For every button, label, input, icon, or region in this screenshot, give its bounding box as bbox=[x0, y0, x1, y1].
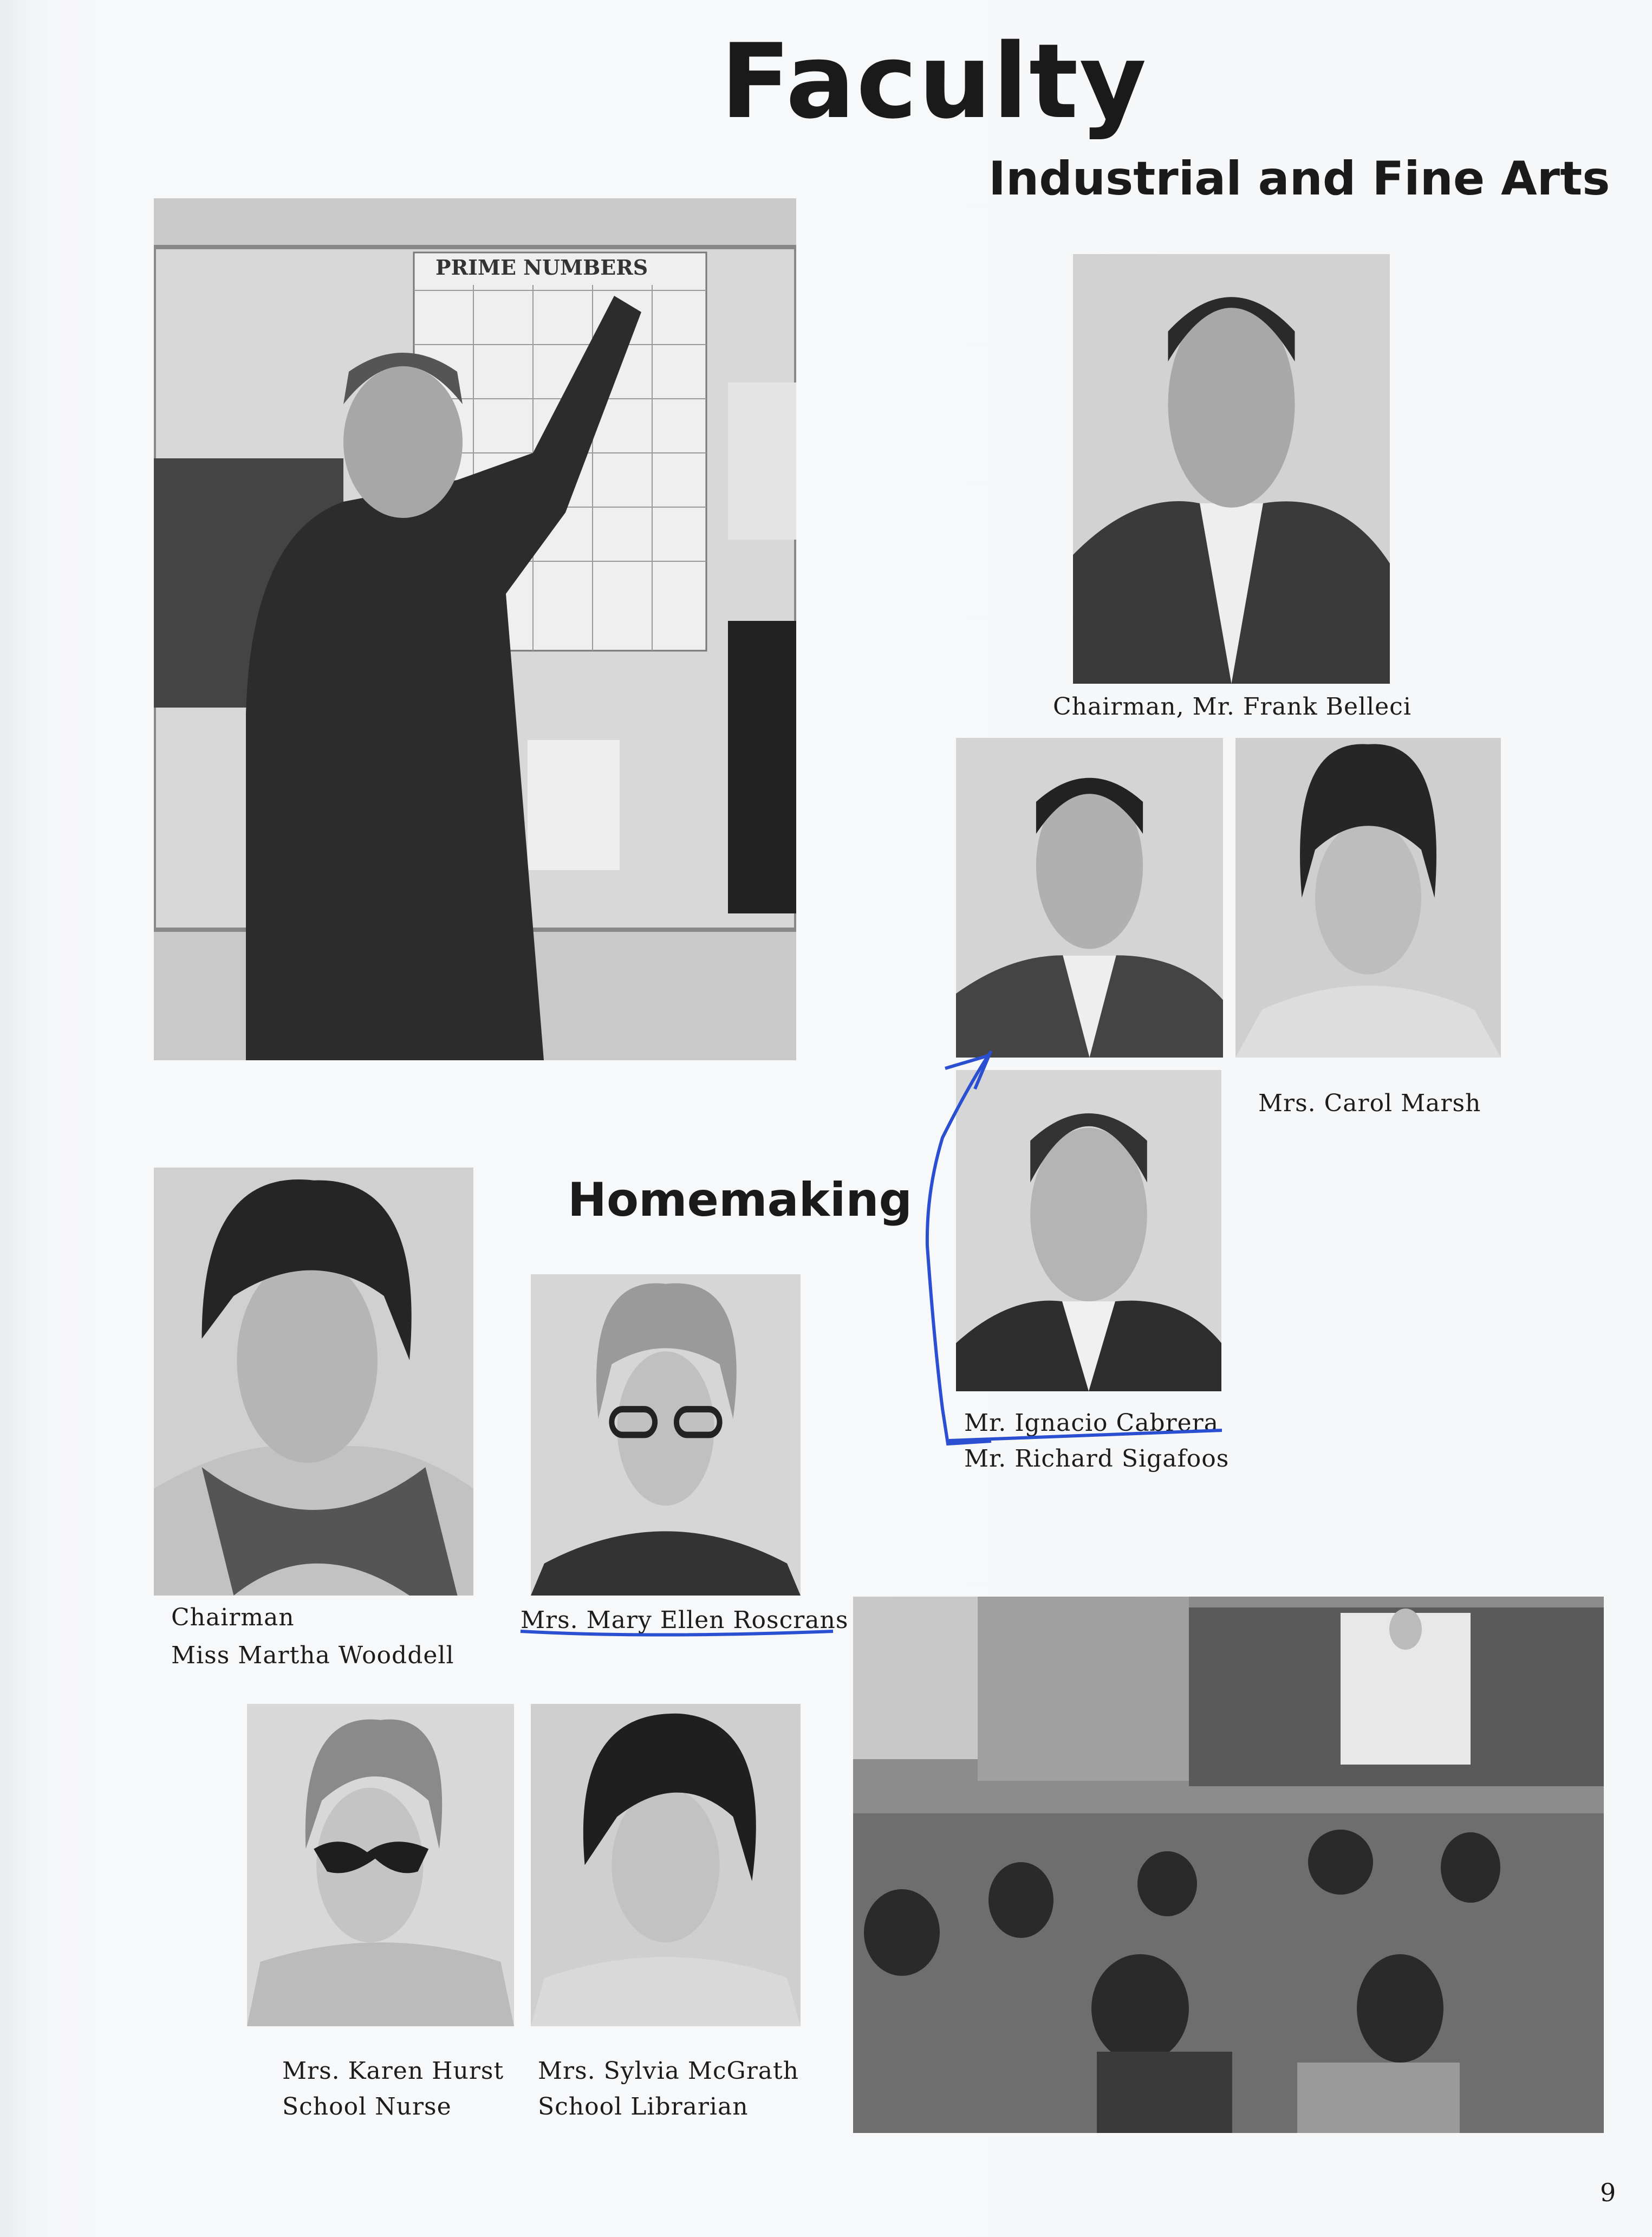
portrait-frank-belleci bbox=[1073, 254, 1390, 684]
caption-karen-hurst-name: Mrs. Karen Hurst bbox=[282, 2057, 504, 2085]
classroom-photo bbox=[853, 1597, 1604, 2133]
portrait-carol-marsh bbox=[1235, 738, 1501, 1058]
portrait-sylvia-mcgrath bbox=[531, 1704, 801, 2026]
portrait-karen-hurst bbox=[247, 1704, 514, 2026]
page-number: 9 bbox=[1600, 2178, 1616, 2207]
portrait-mary-ellen-roscrans bbox=[531, 1274, 801, 1596]
caption-sylvia-mcgrath-role: School Librarian bbox=[538, 2093, 749, 2121]
caption-ignacio-cabrera: Mr. Ignacio Cabrera bbox=[964, 1409, 1219, 1437]
portrait-ignacio-cabrera bbox=[956, 1070, 1221, 1391]
teacher-prime-numbers-photo bbox=[154, 198, 796, 1060]
caption-karen-hurst-role: School Nurse bbox=[282, 2093, 452, 2121]
caption-wooddell-role: Chairman bbox=[171, 1604, 295, 1631]
portrait-martha-wooddell bbox=[154, 1168, 473, 1596]
portrait-richard-sigafoos bbox=[956, 738, 1223, 1058]
section-heading-industrial-fine-arts: Industrial and Fine Arts bbox=[988, 152, 1610, 206]
caption-wooddell-name: Miss Martha Wooddell bbox=[171, 1642, 454, 1669]
caption-carol-marsh: Mrs. Carol Marsh bbox=[1258, 1090, 1481, 1117]
prime-numbers-chart-label: PRIME NUMBERS bbox=[435, 255, 648, 280]
section-heading-homemaking: Homemaking bbox=[568, 1173, 913, 1227]
page-title: Faculty bbox=[720, 22, 1148, 141]
caption-mary-ellen-roscrans: Mrs. Mary Ellen Roscrans bbox=[521, 1606, 849, 1634]
caption-sylvia-mcgrath-name: Mrs. Sylvia McGrath bbox=[538, 2057, 799, 2085]
caption-richard-sigafoos: Mr. Richard Sigafoos bbox=[964, 1445, 1230, 1473]
caption-belleci: Chairman, Mr. Frank Belleci bbox=[1053, 693, 1412, 721]
